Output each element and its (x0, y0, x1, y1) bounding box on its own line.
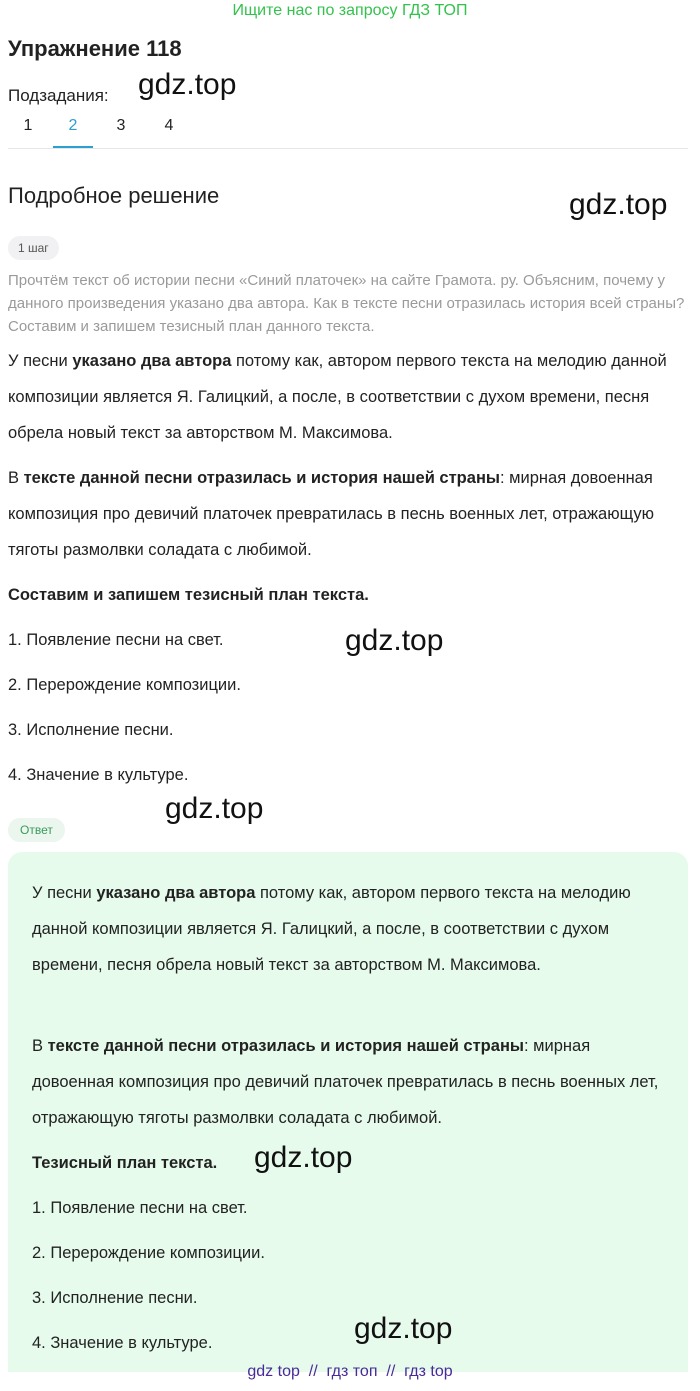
footer-links[interactable]: gdz top // гдз топ // гдз top (247, 1363, 453, 1380)
subtasks-label: Подзадания: (8, 86, 109, 105)
answer-paragraph-1: У песни указано два автора потому как, автором первого текста на мелодию данной композиции является Я. Галицкий, а после, в соответствии с духом времени, песня обрела новый текст за авторством М. Максимова. (32, 884, 631, 974)
answer-plan-item: 3. Исполнение песни. (32, 1289, 198, 1307)
tab-2[interactable]: 2 (53, 114, 93, 148)
answer-plan-item: 2. Перерождение композиции. (32, 1244, 265, 1262)
section-title: Подробное решение (8, 183, 220, 208)
watermark: gdz.top (354, 1312, 453, 1345)
task-text: Прочтём текст об истории песни «Синий платочек» на сайте Грамота. ру. Объясним, почему у данного произведения указано два автора. Как в тексте песни отразилась история всей страны? Составим и запишем тезисный план данного текста. (8, 272, 685, 335)
promo-banner[interactable]: Ищите нас по запросу ГДЗ ТОП (232, 2, 468, 19)
tab-1[interactable]: 1 (23, 117, 33, 134)
tab-3[interactable]: 3 (116, 117, 126, 134)
solution-plan-item: 3. Исполнение песни. (8, 721, 174, 739)
exercise-title: Упражнение 118 (8, 36, 182, 61)
answer-plan-item: 1. Появление песни на свет. (32, 1199, 248, 1217)
solution-paragraph-1: У песни указано два автора потому как, автором первого текста на мелодию данной композиции является Я. Галицкий, а после, в соответствии с духом времени, песня обрела новый текст за авторством М. Максимова. (8, 352, 667, 442)
subtask-tabs (8, 114, 688, 149)
solution-paragraph-2: В тексте данной песни отразилась и история нашей страны: мирная довоенная композиция про девичий платочек превратилась в песнь военных лет, отражающую тяготы размолвки соладата с любимой. (8, 469, 654, 559)
watermark: gdz.top (345, 624, 444, 657)
solution-plan-item: 1. Появление песни на свет. (8, 631, 224, 649)
solution-plan-item: 2. Перерождение композиции. (8, 676, 241, 694)
watermark: gdz.top (254, 1141, 353, 1174)
tab-4[interactable]: 4 (164, 117, 174, 134)
answer-paragraph-2: В тексте данной песни отразилась и история нашей страны: мирная довоенная композиция про девичий платочек превратилась в песнь военных лет, отражающую тяготы размолвки соладата с любимой. (32, 1037, 659, 1127)
solution-plan-item: 4. Значение в культуре. (8, 766, 189, 784)
answer-plan-item: 4. Значение в культуре. (32, 1334, 213, 1352)
answer-badge: Ответ (8, 818, 65, 842)
watermark: gdz.top (138, 68, 237, 101)
watermark: gdz.top (165, 792, 264, 825)
answer-plan-heading: Тезисный план текста. (32, 1154, 218, 1172)
solution-plan-heading: Составим и запишем тезисный план текста. (8, 586, 369, 604)
watermark: gdz.top (569, 188, 668, 221)
step-badge: 1 шаг (8, 236, 59, 260)
